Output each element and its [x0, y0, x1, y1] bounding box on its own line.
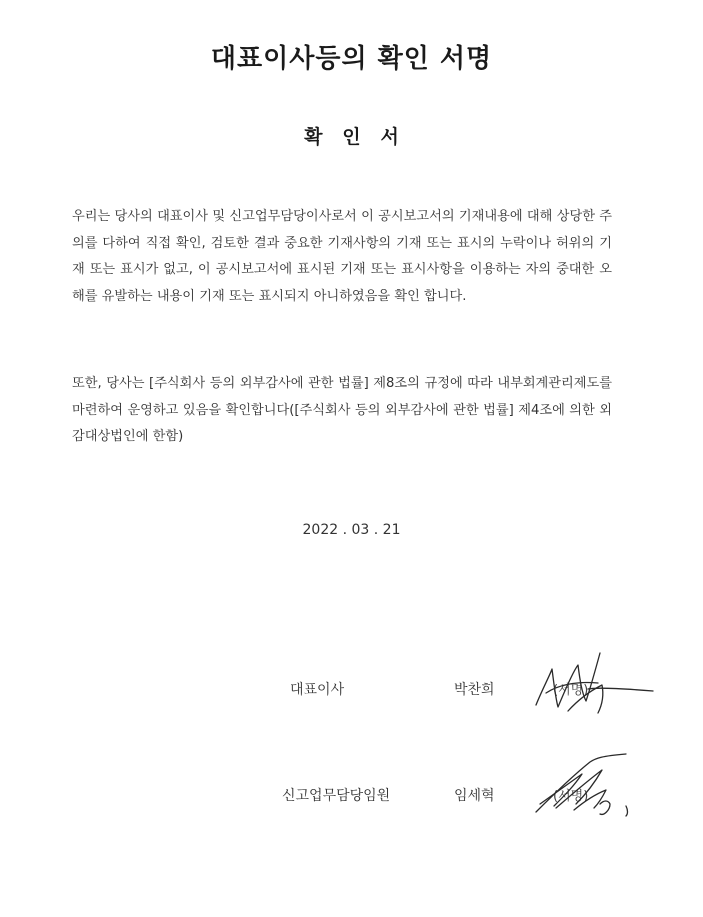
- confirmation-date: 2022 . 03 . 21: [302, 522, 401, 538]
- name-ceo: 박찬희: [454, 682, 495, 698]
- role-disclosure-officer: 신고업무담당임원: [282, 788, 391, 804]
- document-title: 대표이사등의 확인 서명: [210, 44, 493, 74]
- officer-signature-image: [530, 750, 640, 825]
- sign-mark-ceo: (서명): [553, 683, 589, 698]
- sign-mark-disclosure-officer: (서명): [553, 789, 589, 804]
- role-ceo: 대표이사: [290, 682, 345, 698]
- internal-control-paragraph: 또한, 당사는 [주식회사 등의 외부감사에 관한 법률] 제8조의 규정에 따라 내부회계관리제도를 마련하여 운영하고 있음을 확인합니다([주식회사 등의 외부감사에 관한 법률] 제4조에 의한 외감대상법인에 한함): [72, 376, 612, 444]
- ceo-signature-image: [528, 645, 658, 720]
- name-disclosure-officer: 임세혁: [454, 788, 495, 804]
- confirmation-paragraph: 우리는 당사의 대표이사 및 신고업무담당이사로서 이 공시보고서의 기재내용에 대해 상당한 주의를 다하여 직접 확인, 검토한 결과 중요한 기재사항의 기재 또는 표시의 누락이나 허위의 기재 또는 표시가 없고, 이 공시보고서에 표시된 기재 또는 표시사항을 이용하는 자의 중대한 오해를 유발하는 내용이 기재 또는 표시되지 아니하였음을 확인 합니다.: [72, 209, 612, 304]
- document-subtitle: 확 인 서: [304, 126, 399, 148]
